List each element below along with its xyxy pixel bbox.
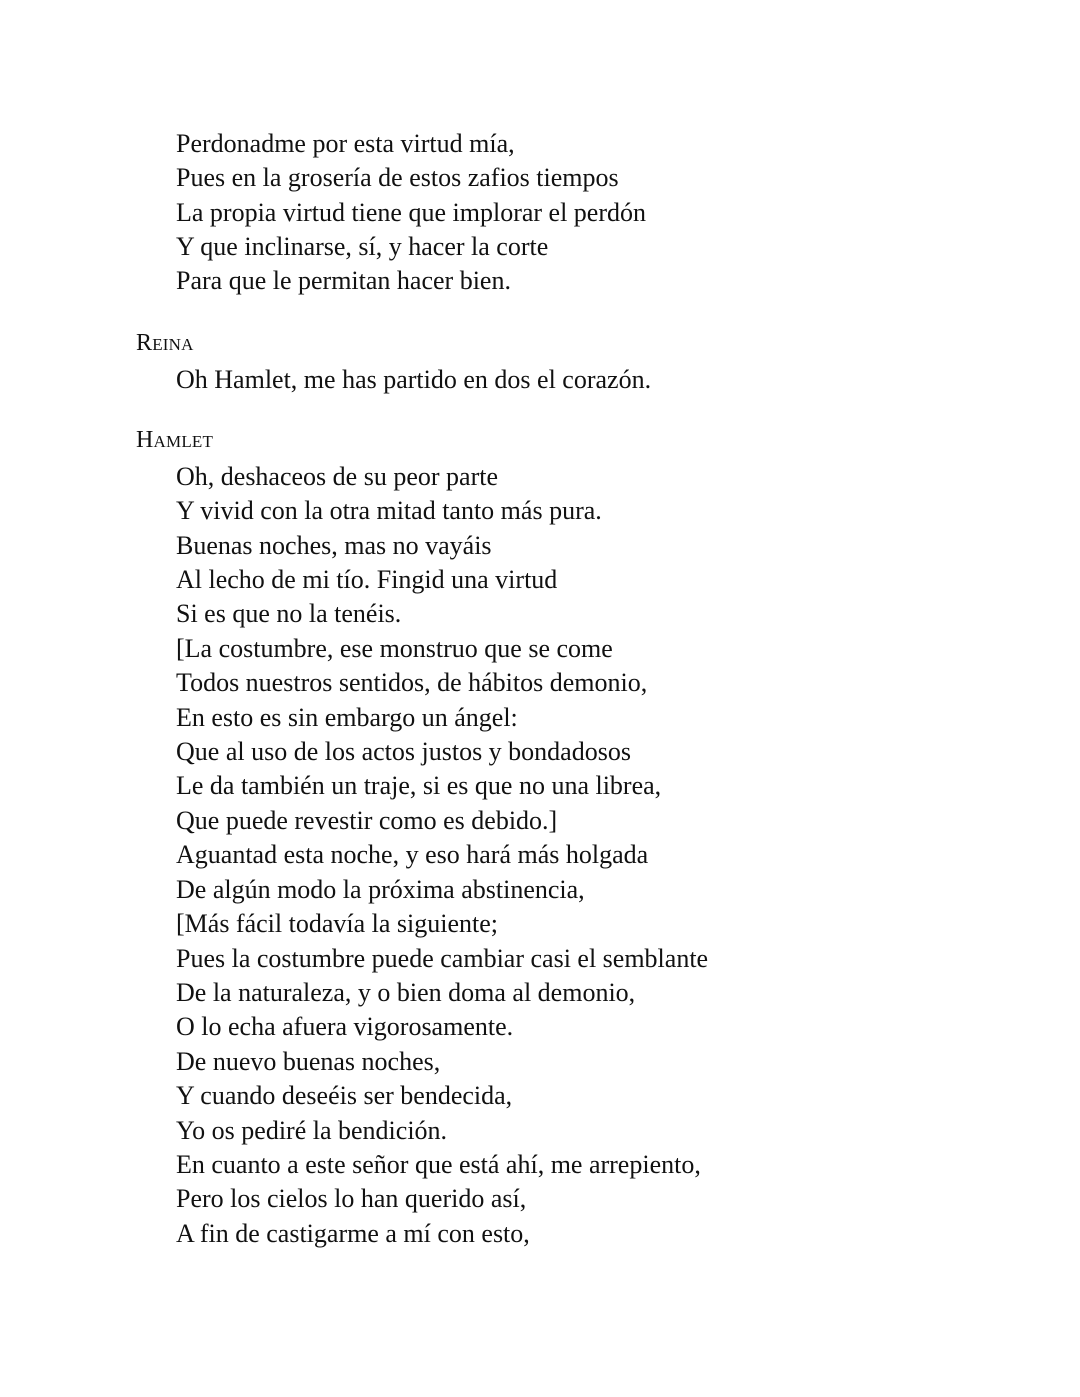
verse-line: Pues la costumbre puede cambiar casi el semblante bbox=[176, 944, 709, 973]
verse-line: Si es que no la tenéis. bbox=[176, 599, 402, 628]
verse-line: O lo echa afuera vigorosamente. bbox=[176, 1012, 514, 1041]
verse-line: Y vivid con la otra mitad tanto más pura. bbox=[176, 496, 602, 525]
verse-line: En cuanto a este señor que está ahí, me arrepiento, bbox=[176, 1150, 701, 1179]
verse-line: Todos nuestros sentidos, de hábitos demonio, bbox=[176, 668, 648, 697]
speaker-name: Hamlet bbox=[136, 427, 214, 453]
verse-line: Pero los cielos lo han querido así, bbox=[176, 1184, 527, 1213]
verse-line: Y cuando deseéis ser bendecida, bbox=[176, 1081, 513, 1110]
verse-line: Que al uso de los actos justos y bondadosos bbox=[176, 737, 631, 766]
verse-line: Oh Hamlet, me has partido en dos el corazón. bbox=[176, 365, 652, 394]
verse-line: Aguantad esta noche, y eso hará más holgada bbox=[176, 840, 649, 869]
verse-line: En esto es sin embargo un ángel: bbox=[176, 703, 518, 732]
verse-line: De nuevo buenas noches, bbox=[176, 1047, 441, 1076]
verse-line: La propia virtud tiene que implorar el perdón bbox=[176, 198, 647, 227]
verse-line: Y que inclinarse, sí, y hacer la corte bbox=[176, 232, 549, 261]
speaker-name: Reina bbox=[136, 330, 194, 356]
verse-line: Para que le permitan hacer bien. bbox=[176, 266, 511, 295]
verse-line: Yo os pediré la bendición. bbox=[176, 1116, 448, 1145]
verse-line: De algún modo la próxima abstinencia, bbox=[176, 875, 585, 904]
verse-line: Que puede revestir como es debido.] bbox=[176, 806, 558, 835]
verse-line: Perdonadme por esta virtud mía, bbox=[176, 129, 515, 158]
verse-line: [La costumbre, ese monstruo que se come bbox=[176, 634, 613, 663]
verse-line: [Más fácil todavía la siguiente; bbox=[176, 909, 499, 938]
verse-line: A fin de castigarme a mí con esto, bbox=[176, 1219, 530, 1248]
verse-line: Al lecho de mi tío. Fingid una virtud bbox=[176, 565, 558, 594]
verse-line: Le da también un traje, si es que no una librea, bbox=[176, 771, 662, 800]
verse-line: Pues en la grosería de estos zafios tiempos bbox=[176, 163, 619, 192]
verse-line: De la naturaleza, y o bien doma al demonio, bbox=[176, 978, 636, 1007]
verse-line: Buenas noches, mas no vayáis bbox=[176, 531, 492, 560]
verse-line: Oh, deshaceos de su peor parte bbox=[176, 462, 498, 491]
